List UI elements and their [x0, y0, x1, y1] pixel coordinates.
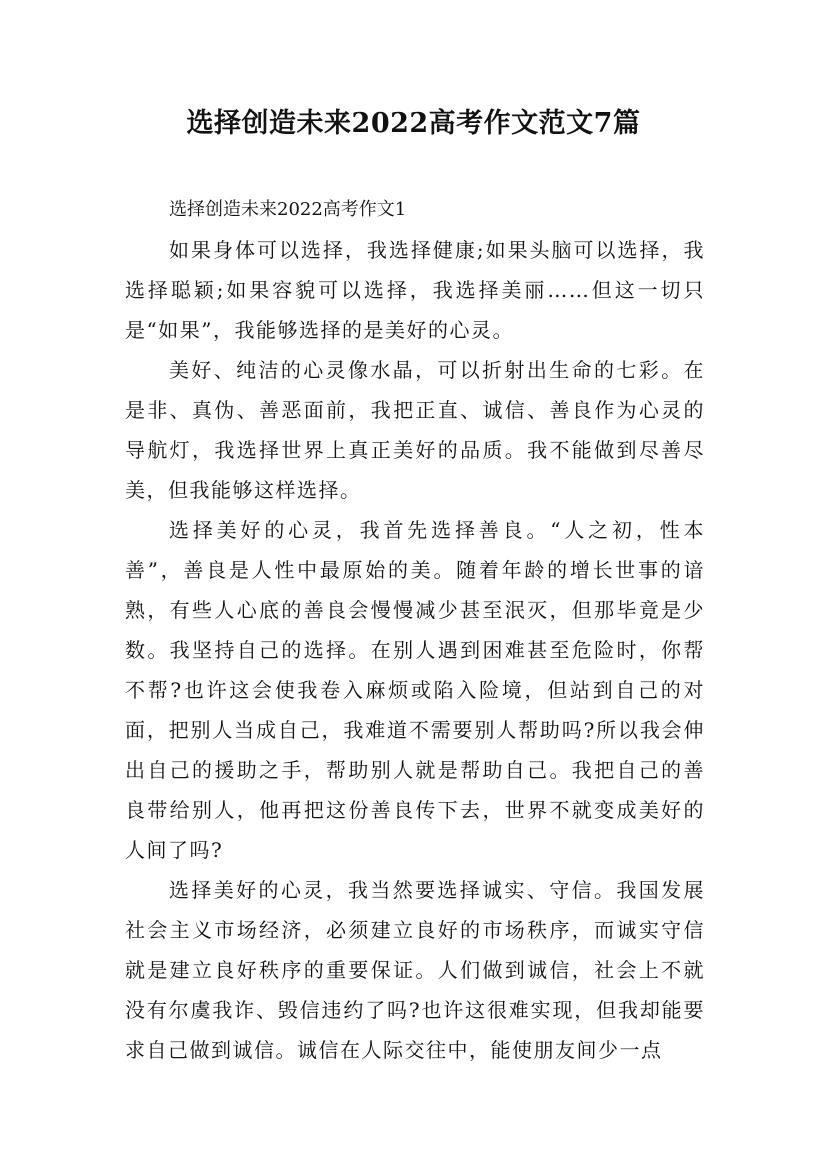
paragraph-1: 如果身体可以选择，我选择健康;如果头脑可以选择，我选择聪颖;如果容貌可以选择，我选择美丽……但这一切只是“如果”，我能够选择的是美好的心灵。	[125, 238, 705, 342]
paragraph-4: 选择美好的心灵，我当然要选择诚实、守信。我国发展社会主义市场经济，必须建立良好的市场秩序，而诚实守信就是建立良好秩序的重要保证。人们做到诚信，社会上不就没有尔虞我诈、毁信违约了吗?也许这很难实现，但我却能要求自己做到诚信。诚信在人际交往中，能使朋友间少一点	[125, 878, 705, 1062]
paragraph-3: 选择美好的心灵，我首先选择善良。“人之初，性本善”，善良是人性中最原始的美。随着年龄的增长世事的谙熟，有些人心底的善良会慢慢减少甚至泯灭，但那毕竟是少数。我坚持自己的选择。在别人遇到困难甚至危险时，你帮不帮?也许这会使我卷入麻烦或陷入险境，但站到自己的对面，把别人当成自己，我难道不需要别人帮助吗?所以我会伸出自己的援助之手，帮助别人就是帮助自己。我把自己的善良带给别人，他再把这份善良传下去，世界不就变成美好的人间了吗?	[125, 518, 705, 862]
document-body	[125, 190, 705, 1070]
document-title: 选择创造未来2022高考作文范文7篇	[186, 108, 641, 139]
paragraph-2: 美好、纯洁的心灵像水晶，可以折射出生命的七彩。在是非、真伪、善恶面前，我把正直、诚信、善良作为心灵的导航灯，我选择世界上真正美好的品质。我不能做到尽善尽美，但我能够这样选择。	[125, 358, 705, 502]
essay-heading: 选择创造未来2022高考作文1	[169, 199, 407, 220]
